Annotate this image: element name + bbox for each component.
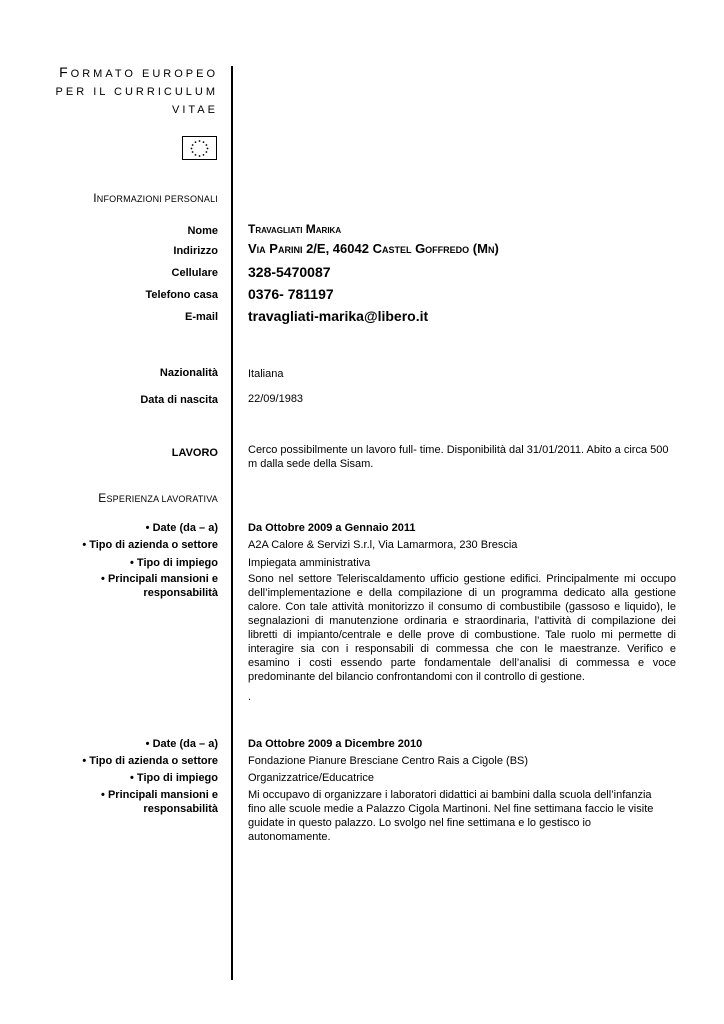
- cv-title-line-1: FORMATO EUROPEO: [59, 64, 218, 80]
- exp1-job-value: Impiegata amministrativa: [248, 557, 371, 569]
- email-label: E-mail: [184, 311, 218, 323]
- birth-date-label: Data di nascita: [140, 394, 218, 406]
- exp2-duties-label-1: • Principali mansioni e: [101, 789, 218, 801]
- cv-title-line-3: VITAE: [172, 104, 218, 116]
- exp2-job-label: • Tipo di impiego: [130, 772, 218, 784]
- exp1-trailing-dot: .: [248, 691, 252, 703]
- address-value: Via Parini 2/E, 46042 Castel Goffredo (Mn): [248, 241, 499, 256]
- section-personal-info: INFORMAZIONI PERSONALI: [93, 191, 218, 205]
- section-work-experience: ESPERIENZA LAVORATIVA: [98, 491, 218, 505]
- name-value: Travagliati Marika: [248, 222, 342, 236]
- home-phone-label: Telefono casa: [145, 289, 218, 301]
- home-phone-value: 0376- 781197: [248, 286, 334, 302]
- exp1-date-value: Da Ottobre 2009 a Gennaio 2011: [248, 522, 416, 534]
- exp1-company-label: • Tipo di azienda o settore: [82, 539, 218, 551]
- email-value: travagliati-marika@libero.it: [248, 308, 429, 324]
- exp2-duties-value: Mi occupavo di organizzare i laboratori didattici ai bambini dalla scuola dell’infanzia fino alle scuole medie a Palazzo Cigola Martinoni. Nel fine settimana faccio le visite guidate in questo palazzo. Lo svolgo nel fine settimana e lo gestisco io autonomamente.: [248, 789, 654, 843]
- nationality-label: Nazionalità: [159, 367, 218, 379]
- exp2-duties-label-2: responsabilità: [143, 803, 218, 815]
- exp1-duties-label-2: responsabilità: [143, 587, 218, 599]
- name-label: Nome: [187, 225, 218, 237]
- exp2-company-value: Fondazione Pianure Bresciane Centro Rais a Cigole (BS): [248, 755, 529, 767]
- work-text: Cerco possibilmente un lavoro full- time. Disponibilità dal 31/01/2011. Abito a circa 500 m dalla sede della Sisam.: [248, 444, 669, 470]
- exp1-job-label: • Tipo di impiego: [130, 557, 218, 569]
- birth-date-value: 22/09/1983: [248, 393, 304, 405]
- eu-flag-icon: [182, 136, 217, 160]
- exp2-company-label: • Tipo di azienda o settore: [82, 755, 218, 767]
- exp2-job-value: Organizzatrice/Educatrice: [248, 772, 374, 784]
- cv-title-line-2: PER IL CURRICULUM: [55, 86, 218, 98]
- exp1-duties-value: Sono nel settore Teleriscaldamento ufficio gestione edifici. Principalmente mi occupo dell’implementazione e della compilazione di un programma dedicato alla gestione calore. Con tale attività monitorizzo il consumo di combustibile (gassoso e liquido), le segnalazioni di manutenzione ordinaria e straordinaria, l’attività di compilazione dei libretti di impianto/centrale e delle prove di combustione. Tale ruolo mi permette di interagire sia con i responsabili di commessa che con le maestranze. Verifico e esamino i costi essendo parte fondamentale dell’analisi di commessa e voce predominante del bilancio confrontandomi con il controllo di gestione.: [248, 573, 676, 683]
- mobile-value: 328-5470087: [248, 264, 331, 280]
- column-divider: [231, 66, 233, 980]
- exp1-company-value: A2A Calore & Servizi S.r.l, Via Lamarmora, 230 Brescia: [248, 539, 518, 551]
- exp1-duties-label-1: • Principali mansioni e: [101, 573, 218, 585]
- nationality-value: Italiana: [248, 368, 284, 380]
- address-label: Indirizzo: [173, 245, 218, 257]
- exp2-date-label: • Date (da – a): [145, 738, 218, 750]
- mobile-label: Cellulare: [171, 267, 218, 279]
- exp2-date-value: Da Ottobre 2009 a Dicembre 2010: [248, 738, 423, 750]
- exp1-date-label: • Date (da – a): [145, 522, 218, 534]
- work-label: LAVORO: [171, 447, 218, 459]
